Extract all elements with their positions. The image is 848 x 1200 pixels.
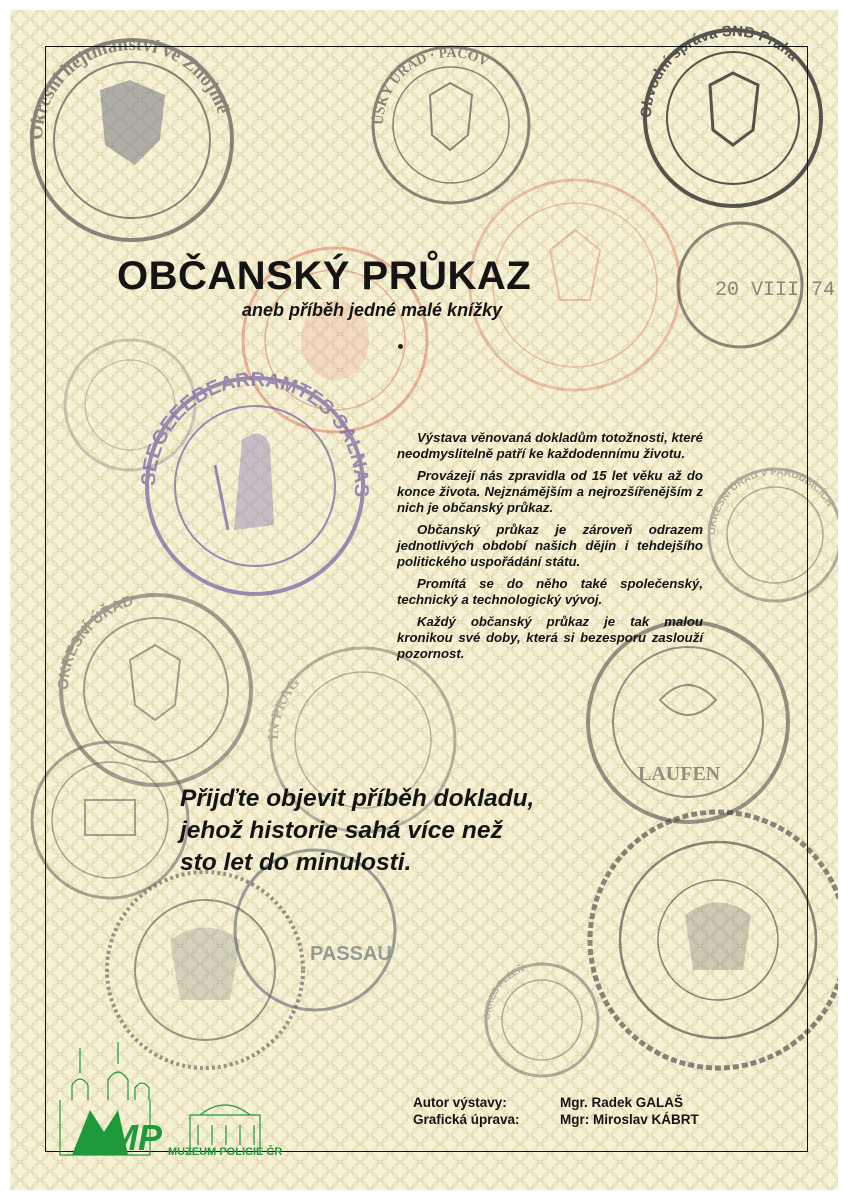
stamp-text-2: ÚSKÝ ÚŘAD · PACOV <box>371 45 492 126</box>
logo-letters: MP <box>108 1117 162 1158</box>
exhibition-description <box>397 430 703 668</box>
credits <box>413 1094 699 1128</box>
paragraph: Provázejí nás zpravidla od 15 let věku až do konce života. Nejznámějším a nejrozšířenějším z nich je občanský průkaz. <box>397 468 703 515</box>
invitation-line: sto let do minulosti. <box>180 849 412 876</box>
stamp-text-5: OKRESNÍ ÚŘAD <box>54 592 136 691</box>
stamp-text-3: Obvodní správa SNB Praha <box>637 22 802 119</box>
paragraph: Promítá se do něho také společenský, technický a technologický vývoj. <box>397 576 703 607</box>
logo-caption: MUZEUM POLICIE ČR <box>168 1146 283 1158</box>
credit-name: Mgr. Radek GALAŠ <box>560 1095 684 1110</box>
stamp-text-9: OKRES PLZEŇ <box>481 963 526 1021</box>
page-subtitle: aneb příběh jedné malé knížky <box>242 300 503 320</box>
paragraph: Občanský průkaz je zároveň odrazem jednotlivých období našich dějin i tehdejšího politického uspořádání státu. <box>397 522 703 569</box>
stamp-text-1: Okresní hejtmanství ve Znojmě <box>25 33 234 141</box>
page-title: OBČANSKÝ PRŮKAZ <box>117 254 532 298</box>
stamp-text-8: OKRESNÍ ÚŘAD V PARDUBICÍCH <box>706 466 835 536</box>
paragraph: Výstava věnovaná dokladům totožnosti, které neodmyslitelně patří ke každodennímu životu. <box>397 430 703 461</box>
stamp-text-4: SEEGEEEBEARRAMTES SALNAS <box>137 368 373 498</box>
credit-role: Grafická úprava: <box>413 1112 520 1127</box>
credit-name: Mgr: Miroslav KÁBRT <box>560 1112 699 1127</box>
poster <box>10 10 838 1190</box>
invitation-text <box>180 783 534 879</box>
credit-row <box>413 1094 699 1111</box>
decorative-dot <box>398 344 403 349</box>
invitation-line: jehož historie sahá více než <box>180 817 503 844</box>
credit-row <box>413 1111 699 1128</box>
stamp-text-11: IN PRAG <box>265 674 304 741</box>
invitation-line: Přijďte objevit příběh dokladu, <box>180 785 535 812</box>
museum-logo <box>50 1040 290 1160</box>
paragraph: Každý občanský průkaz je tak malou kronikou své doby, která si bezesporu zaslouží pozornost. <box>397 614 703 661</box>
stamp-text-6: LAUFEN <box>638 763 721 785</box>
credit-role: Autor výstavy: <box>413 1095 507 1110</box>
stamp-text-date: 20 VIII 74 <box>715 279 836 302</box>
stamp-text-7: PASSAU <box>310 943 392 965</box>
